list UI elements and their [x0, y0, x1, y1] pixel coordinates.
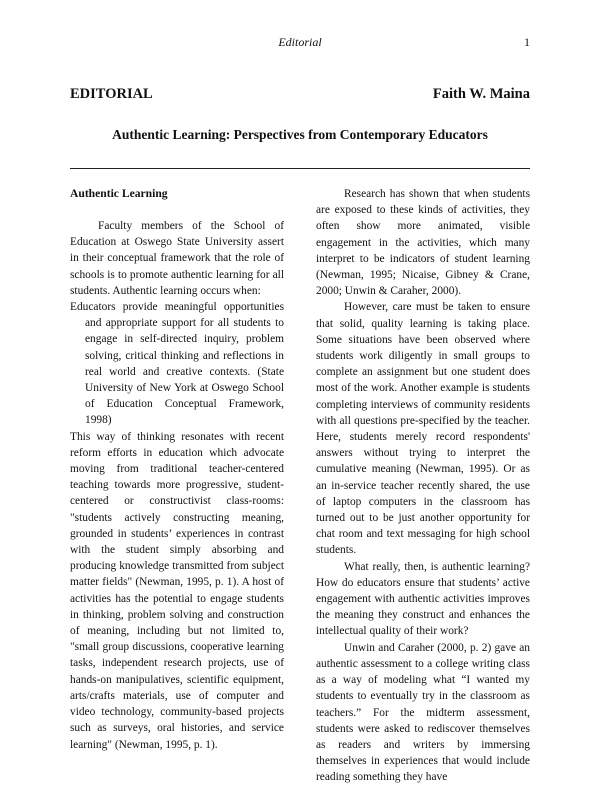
left-column	[70, 186, 284, 753]
right-column	[316, 186, 530, 786]
author-name: Faith W. Maina	[432, 86, 530, 102]
paragraph: Faculty members of the School of Education at Oswego State University assert in their conceptual framework that the role of schools is to promote authentic learning for all students. Authentic learning occurs when:	[70, 220, 284, 297]
page-number: 1	[524, 35, 530, 49]
paragraph: This way of thinking resonates with recent reform efforts in education which advocate moving from traditional teacher-centered teaching towards more progressive, student-centered or constructivist class-rooms: "students actively constructing meaning, grounded in students’ experiences in contrast with the student simply absorbing and producing knowledge transmitted from subject matter fields" (Newman, 1995, p. 1). A host of activities has the potential to engage students in thinking, problem solving and construction of meaning, including but not limited to, "small group discussions, cooperative learning tasks, independent research projects, use of hands-on manipulatives, scientific equipment, arts/crafts materials, use of computer and video technology, community-based projects such as surveys, oral histories, and service learning" (Newman, 1995, p. 1).	[70, 430, 284, 751]
section-heading: Authentic Learning	[70, 187, 168, 200]
article-title: Authentic Learning: Perspectives from Contemporary Educators	[112, 127, 488, 142]
paragraph: Research has shown that when students are exposed to these kinds of activities, they often show more animated, visible engagement in the activities, which many interpret to be indicators of student learning (Newman, 1995; Nicaise, Gibney & Crane, 2000; Unwin & Caraher, 2000).	[316, 188, 530, 298]
section-label: EDITORIAL	[70, 86, 153, 102]
article-header	[70, 84, 530, 104]
running-title: Editorial	[278, 35, 322, 49]
running-head	[0, 34, 600, 50]
paragraph: What really, then, is authentic learning? How do educators ensure that students’ active engagement with authentic activities improves the meaning they construct and enhances the intellectual quality of their work?	[316, 560, 530, 638]
title-divider	[70, 168, 530, 169]
paragraph: However, care must be taken to ensure that solid, quality learning is taking place. Some situations have been observed where students work diligently in small groups to complete an assignment but one student does most of the work. Another example is students completing interviews of community residents with all questions pre-specified by the teacher. Here, students merely record respondents' answers without trying to interpret the cumulative meaning (Newman, 1995). Or as an in-service teacher recently shared, the use of laptop computers in the classroom has turned out to be just another opportunity for chat room and text messaging for high school students.	[316, 301, 530, 557]
paragraph: Unwin and Caraher (2000, p. 2) gave an authentic assessment to a college writing class as a way of modeling what “I wanted my students to eventually try in the classroom as teachers.” For the midterm assessment, students were asked to rediscover themselves as readers and writers by immersing themselves in experiences that would include reading something they have	[316, 641, 530, 784]
block-quote: Educators provide meaningful opportunities and appropriate support for all students to engage in self-directed inquiry, problem solving, critical thinking and reflections in real world and creative contexts. (State University of New York at Oswego School of Education Conceptual Framework, 1998)	[70, 301, 284, 427]
